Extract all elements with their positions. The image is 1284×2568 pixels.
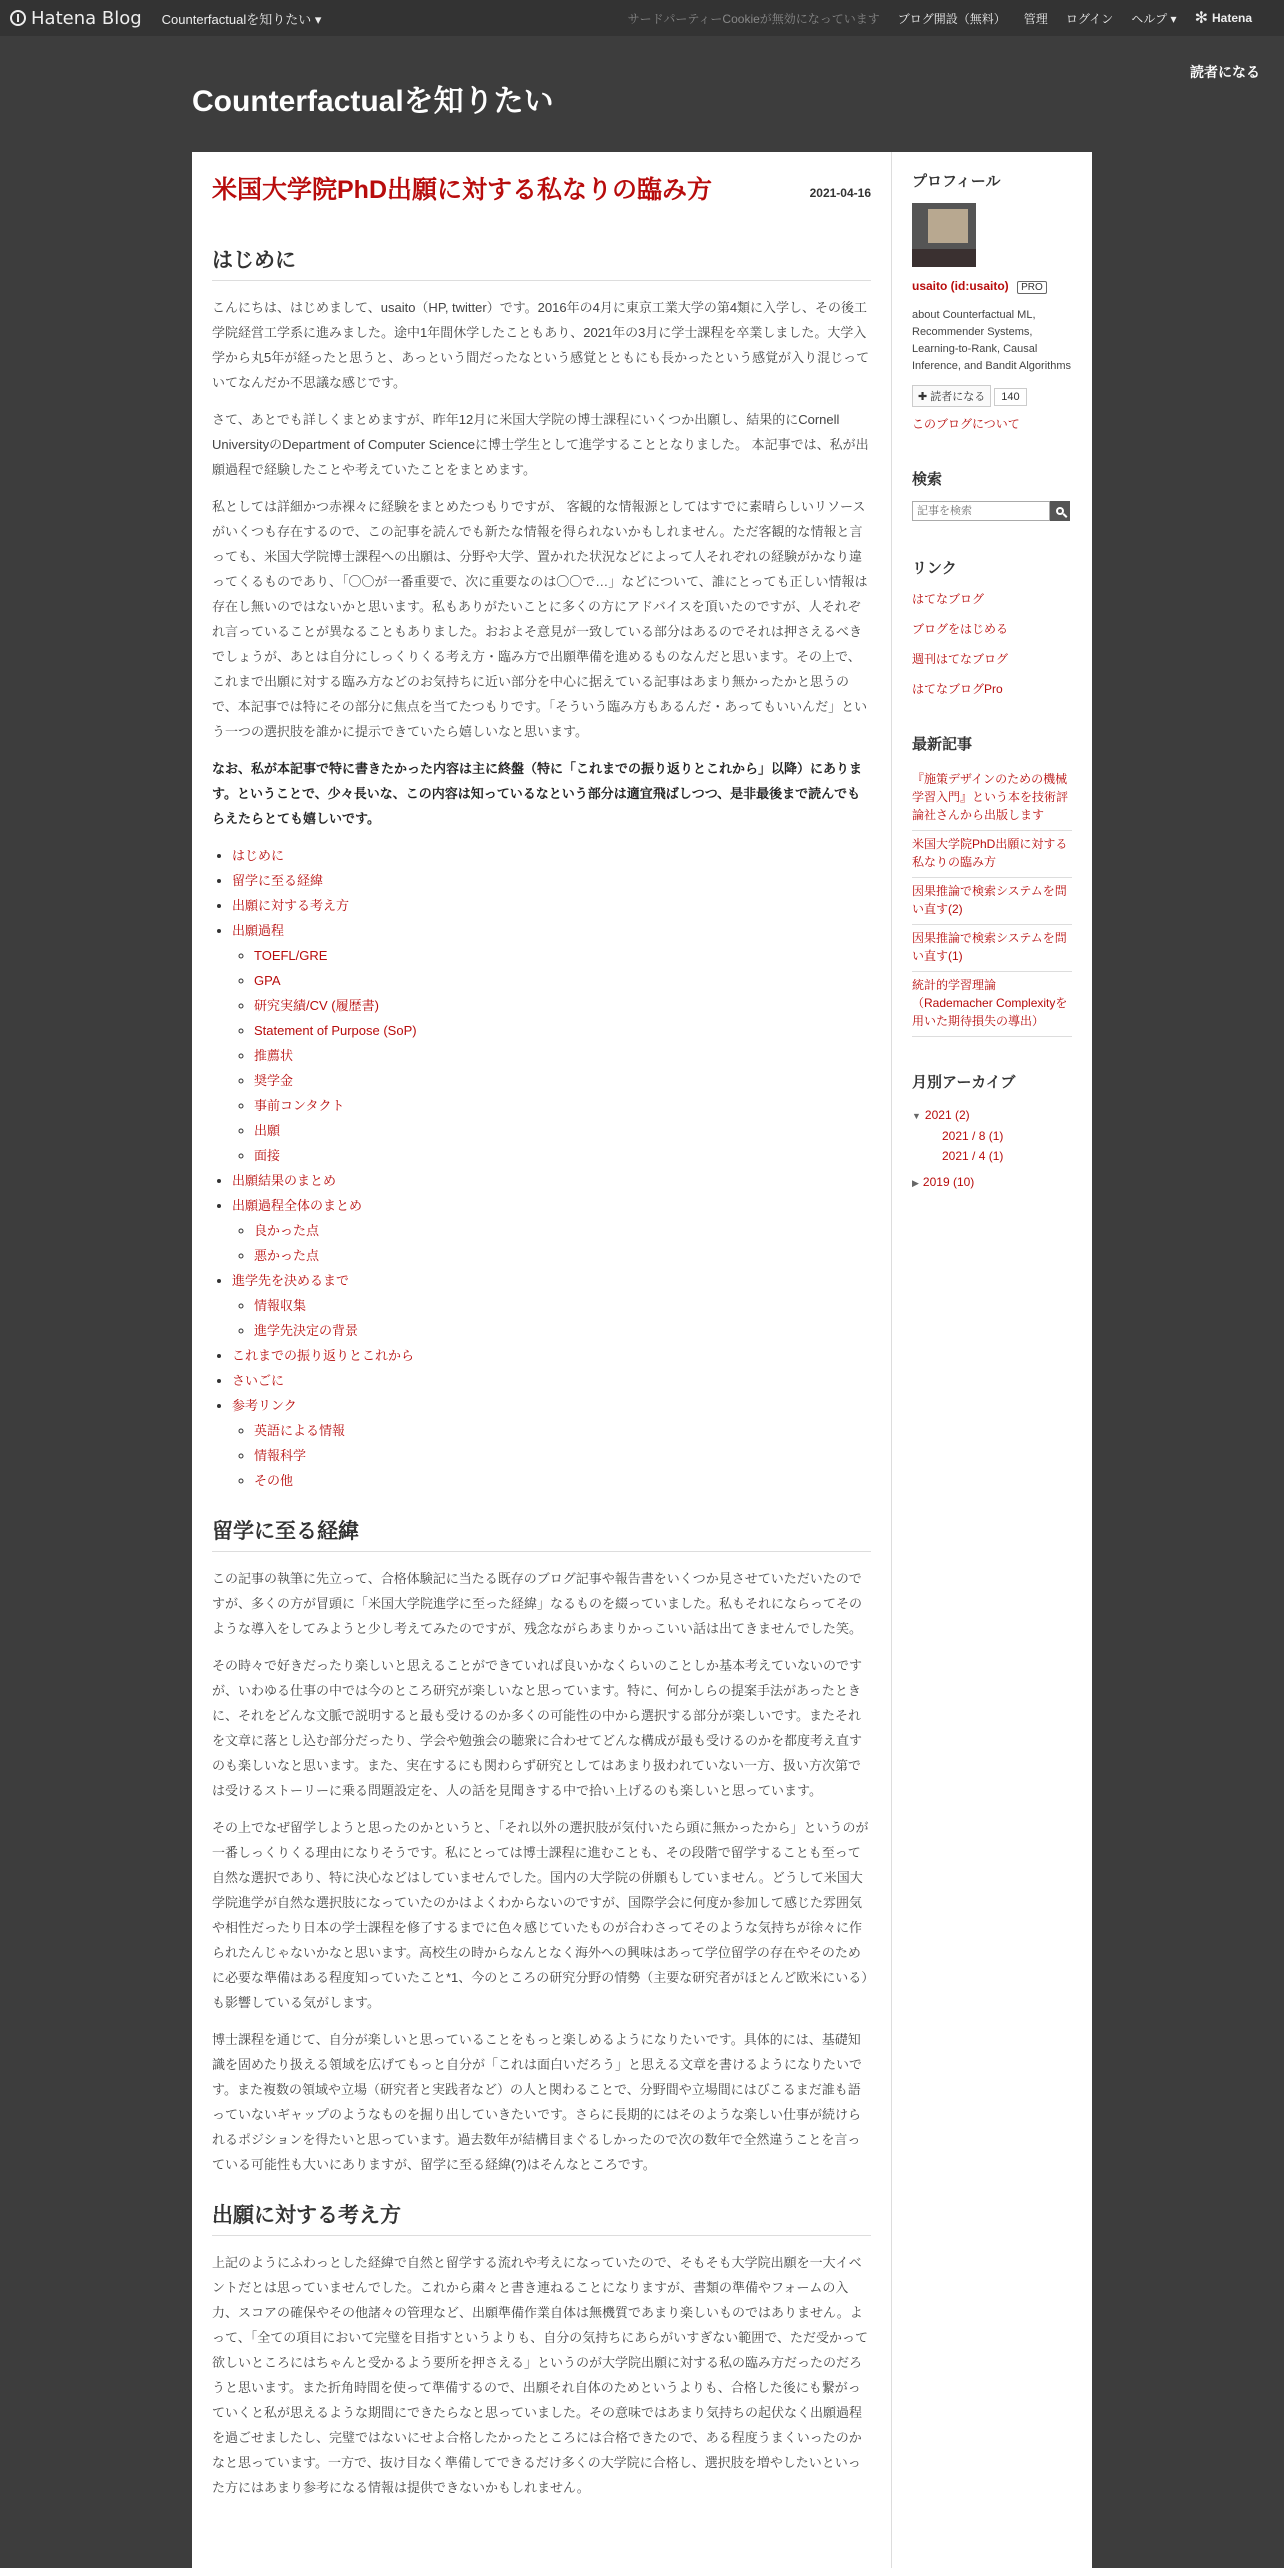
hatena-label: Hatena [1211, 11, 1252, 25]
open-blog-link[interactable]: ブログ開設（無料） [897, 11, 1006, 26]
blog-title[interactable]: Counterfactualを知りたい [192, 85, 554, 118]
search-module [912, 468, 1072, 521]
profile-description: about Counterfactual ML, Recommender Systems, Learning-to-Rank, Causal Inference, and Bandit Algorithms [912, 309, 1071, 372]
toc-subitem: ◦ 面接 [254, 1143, 871, 1168]
hatena-star-icon: ✻ [1194, 10, 1208, 27]
archive-month-link[interactable]: 2021 / 4 (1) [942, 1149, 1004, 1163]
recent-entry-link[interactable]: 米国大学院PhD出願に対する私なりの臨み方 [912, 831, 1072, 878]
content-wrapper [192, 152, 1092, 2568]
table-of-contents [232, 843, 871, 1493]
search-icon [1056, 507, 1064, 515]
toc-item: • 出願過程全体のまとめ ◦ 良かった点 ◦ 悪かった点 [232, 1193, 871, 1268]
search-heading: 検索 [912, 471, 943, 488]
paragraph: その時々で好きだったり楽しいと思えることができていれば良いかなくらいのことしか基本考えていないのですが、いわゆる仕事の中では今のところ研究が楽しいなと思っています。特に、何かしらの提案手法があったときに、それをどんな文脈で説明すると最も受けるのか多くの可能性の中から選択する部分が楽しいです。またそれを文章に落とし込む部分だったり、学会や勉強会の聴衆に合わせてどんな構成が最も受けるのかを都度考え直すのも楽しいなと思います。また、実在するにも関わらず研究としてはあまり扱われていない一方、扱い方次第では受けるストーリーに乗る問題設定を、人の話を見聞きする中で拾い上げるのも楽しいと思っています。 [212, 1658, 863, 1798]
login-link[interactable]: ログイン [1065, 11, 1114, 26]
toc-subitem: ◦ 奨学金 [254, 1068, 871, 1093]
toc-item: • 出願過程 ◦ TOEFL/GRE ◦ GPA ◦ 研究実績/CV (履歴書) ◦ Statement of Purpose (SoP) ◦ 推薦状 ◦ 奨学金 ◦ 事前コンタクト ◦ 出願 ◦ 面接 [232, 918, 871, 1168]
help-menu[interactable]: ヘルプ ▾ [1131, 11, 1177, 26]
subscriber-count[interactable]: 140 [994, 388, 1026, 406]
expanded-triangle-icon: ▼ [912, 1111, 921, 1121]
toc-subitem: ◦ 良かった点 [254, 1218, 871, 1243]
blog-name-menu[interactable]: Counterfactualを知りたい ▾ [161, 11, 322, 27]
section-heading: はじめに [212, 244, 871, 281]
paragraph: 上記のようにふわっとした経緯で自然と留学する流れや考えになっていたので、そもそも大学院出願を一大イベントだとは思っていませんでした。これから粛々と書き連ねることになりますが、書類の準備やフォームの入力、スコアの確保やその他諸々の管理など、出願準備作業自体は無機質であまり楽しいものではありません。よって、「全ての項目において完璧を目指すというよりも、自分の気持ちにあらがいすぎない範囲で、ただ受かって欲しいところにはちゃんと受かるよう要所を押さえる」というのが大学院出願に対する私の臨み方だったのだろうと思います。また折角時間を使って準備するので、出願それ自体のためというよりも、合格した後にも繋がっていくと私が思えるような期間にできたらなと思っていました。その意味ではあまり気持ちの起伏なく出願過程を過ごせましたし、完璧ではないにせよ合格したかったところには合格できたので、ある程度うまくいったのかなと思っています。一方で、抜け目なく準備してできるだけ多くの大学院に合格し、選択肢を増やしたいといった方にはあまり参考になる情報は提供できないかもしれません。 [212, 2255, 868, 2495]
collapsed-triangle-icon: ▶ [912, 1178, 919, 1188]
toc-subitem: ◦ その他 [254, 1468, 871, 1493]
hatena-blog-logo-icon [10, 10, 26, 26]
toc-item: • 出願に対する考え方 [232, 893, 871, 918]
links-module [912, 557, 1072, 697]
toc-subitem: ◦ 情報収集 [254, 1293, 871, 1318]
profile-name-link[interactable]: usaito (id:usaito) [912, 279, 1009, 293]
paragraph: この記事の執筆に先立って、合格体験記に当たる既存のブログ記事や報告書をいくつか見させていただいたのですが、多くの方が冒頭に「米国大学院進学に至った経緯」なるものを綴っていました。私もそれにならってそのような導入をしてみようと少し考えてみたのですが、残念ながらあまりかっこいい話は出てきませんでした笑。 [212, 1571, 863, 1636]
paragraph: 私としては詳細かつ赤裸々に経験をまとめたつもりですが、 客観的な情報源としてはすでに素晴らしいリソースがいくつも存在するので、この記事を読んでも新たな情報を得られないかもしれません。ただ客観的な情報と言っても、米国大学院博士課程への出願は、分野や大学、置かれた状況などによって人それぞれの経験がかなり違ってくるものであり、「〇〇が一番重要で、次に重要なのは〇〇で…」などについて、誰にとっても正しい情報は存在し無いのではないかと思います。私もありがたいことに多くの方にアドバイスを頂いたのですが、人それぞれ言っていることが異なることもありました。おおよそ意見が一致している部分はあるのでそれは押さえるべきでしょうが、あとは自分にしっくりくる考え方・臨み方で出願準備を進めるものなんだと思います。その上で、これまで出願に対する臨み方などのお気持ちに近い部分を中心に据えている記事はあまり無かったかと思うので、本記事では特にその部分に焦点を当てたつもりです。「そういう臨み方もあるんだ・あってもいいんだ」という一つの選択肢を誰かに提示できていたら嬉しいなと思います。 [212, 499, 868, 739]
recent-entry-link[interactable]: 因果推論で検索システムを問い直す(2) [912, 878, 1072, 925]
sidebar [892, 152, 1092, 1247]
logo-text: Hatena Blog [31, 7, 142, 29]
toc-subitem: ◦ 推薦状 [254, 1043, 871, 1068]
hatena-blog-logo[interactable] [10, 8, 142, 29]
paragraph: こんにちは、はじめまして、usaito（HP, twitter）です。2016年の4月に東京工業大学の第4類に入学し、その後工学院経営工学系に進みました。途中1年間休学したこともあり、2021年の3月に学士課程を卒業しました。大学入学から丸5年が経ったと思うと、あっという間だったなという感覚とともにも長かったという感覚が入り混じっていてなんだか不思議な感じです。 [212, 300, 870, 390]
recent-entry-link[interactable]: 因果推論で検索システムを問い直す(1) [912, 925, 1072, 972]
toc-subitem: ◦ 悪かった点 [254, 1243, 871, 1268]
links-heading: リンク [912, 560, 957, 577]
entry-title[interactable]: 米国大学院PhD出願に対する私なりの臨み方 [212, 176, 713, 204]
paragraph: さて、あとでも詳しくまとめますが、昨年12月に米国大学院の博士課程にいくつか出願し、結果的にCornell UniversityのDepartment of Computer Scienceに博士学生として進学することとなりました。 本記事では、私が出願過程で経験したことや考えていたことをまとめます。 [212, 412, 869, 477]
pro-badge[interactable]: PRO [1017, 281, 1047, 294]
admin-link[interactable]: 管理 [1023, 11, 1048, 26]
global-header [0, 0, 1284, 36]
toc-item: • 進学先を決めるまで ◦ 情報収集 ◦ 進学先決定の背景 [232, 1268, 871, 1343]
link-start-blog[interactable]: ブログをはじめる [912, 622, 1009, 636]
profile-heading: プロフィール [912, 173, 1001, 190]
link-hatena-blog[interactable]: はてなブログ [912, 592, 985, 606]
toc-item: • 出願結果のまとめ [232, 1168, 871, 1193]
toc-subitem: ◦ 進学先決定の背景 [254, 1318, 871, 1343]
toc-item: • はじめに [232, 843, 871, 868]
paragraph: その上でなぜ留学しようと思ったのかというと、「それ以外の選択肢が気付いたら頭に無かったから」というのが一番しっくりくる理由になりそうです。私にとっては博士課程に進むことも、その段階で留学することも至って自然な選択であり、特に決心などはしていませんでした。国内の大学院の併願もしていません。どうして米国大学院進学が自然な選択肢になっていたのかはよくわからないのですが、国際学会に何度か参加して感じた雰囲気や相性だったり日本の学士課程を修了するまでに色々感じていたものが合わさってそのような気持ちが徐々に作られたんじゃないかなと思います。高校生の時からなんとなく海外への興味はあって学位留学の存在やそのために必要な準備はある程度知っていたこと*1、今のところの研究分野の情勢（主要な研究者がほとんど欧米にいる）も影響している気がします。 [212, 1820, 869, 2010]
archive-month-link[interactable]: 2021 / 8 (1) [942, 1129, 1004, 1143]
toc-subitem: ◦ 英語による情報 [254, 1418, 871, 1443]
toc-subitem: ◦ GPA [254, 968, 871, 993]
paragraph-bold: なお、私が本記事で特に書きたかった内容は主に終盤（特に「これまでの振り返りとこれから」以降）にあります。ということで、少々長いな、この内容は知っているなという部分は適宜飛ばしつつ、是非最後まで読んでもらえたらとても嬉しいです。 [212, 761, 863, 826]
recent-entry-link[interactable]: 統計的学習理論（Rademacher Complexityを用いた期待損失の導出） [912, 972, 1072, 1037]
toc-subitem: ◦ 情報科学 [254, 1443, 871, 1468]
plus-icon: ✚ [918, 390, 928, 403]
toc-item: • さいごに [232, 1368, 871, 1393]
entry-main [192, 152, 892, 2568]
about-blog-link[interactable]: このブログについて [912, 417, 1020, 431]
avatar[interactable] [912, 203, 976, 267]
subscribe-button[interactable]: 読者になる [1190, 64, 1260, 80]
search-button[interactable] [1050, 501, 1070, 521]
recent-entries-module [912, 733, 1072, 1037]
entry-date[interactable]: 2021-04-16 [809, 186, 871, 200]
toc-subitem: ◦ 出願 [254, 1118, 871, 1143]
toc-item: • 留学に至る経緯 [232, 868, 871, 893]
search-input[interactable] [912, 501, 1050, 521]
toc-subitem: ◦ 研究実績/CV (履歴書) [254, 993, 871, 1018]
toc-item: • これまでの振り返りとこれから [232, 1343, 871, 1368]
archive-module [912, 1073, 1072, 1193]
toc-item: • 参考リンク ◦ 英語による情報 ◦ 情報科学 ◦ その他 [232, 1393, 871, 1493]
recent-heading: 最新記事 [912, 736, 973, 753]
profile-module [912, 170, 1072, 432]
paragraph: 博士課程を通じて、自分が楽しいと思っていることをもっと楽しめるようになりたいです。具体的には、基礎知識を固めたり扱える領域を広げてもっと自分が「これは面白いだろう」と思える文章を書けるようになりたいです。また複数の領域や立場（研究者と実践者など）の人と関わることで、分野間や立場間にはびこるまだ誰も語っていないギャップのようなものを掘り出していきたいです。さらに長期的にはそのような楽しい仕事が続けられるポジションを得たいと思っています。過去数年が結構目まぐるしかったので次の数年で全然違うことを言っている可能性も大いにありますが、留学に至る経緯(?)はそんなところです。 [212, 2032, 863, 2172]
archive-heading: 月別アーカイブ [912, 1074, 1016, 1091]
archive-year-2021[interactable]: ▼ 2021 (2) [912, 1108, 970, 1122]
toc-subitem: ◦ Statement of Purpose (SoP) [254, 1018, 871, 1043]
section-heading: 出願に対する考え方 [212, 2199, 871, 2236]
link-pro[interactable]: はてなブログPro [912, 682, 1003, 696]
entry-header [212, 172, 871, 222]
sidebar-subscribe-button[interactable]: ✚ 読者になる [912, 385, 991, 407]
archive-year-2019[interactable]: ▶ 2019 (10) [912, 1175, 975, 1189]
toc-subitem: ◦ TOEFL/GRE [254, 943, 871, 968]
cookie-notice: サードパーティーCookieが無効になっています [627, 11, 880, 26]
link-weekly[interactable]: 週刊はてなブログ [912, 652, 1009, 666]
section-heading: 留学に至る経緯 [212, 1515, 871, 1552]
hatena-logo[interactable] [1195, 8, 1270, 28]
toc-subitem: ◦ 事前コンタクト [254, 1093, 871, 1118]
recent-entry-link[interactable]: 『施策デザインのための機械学習入門』という本を技術評論社さんから出版します [912, 766, 1072, 831]
